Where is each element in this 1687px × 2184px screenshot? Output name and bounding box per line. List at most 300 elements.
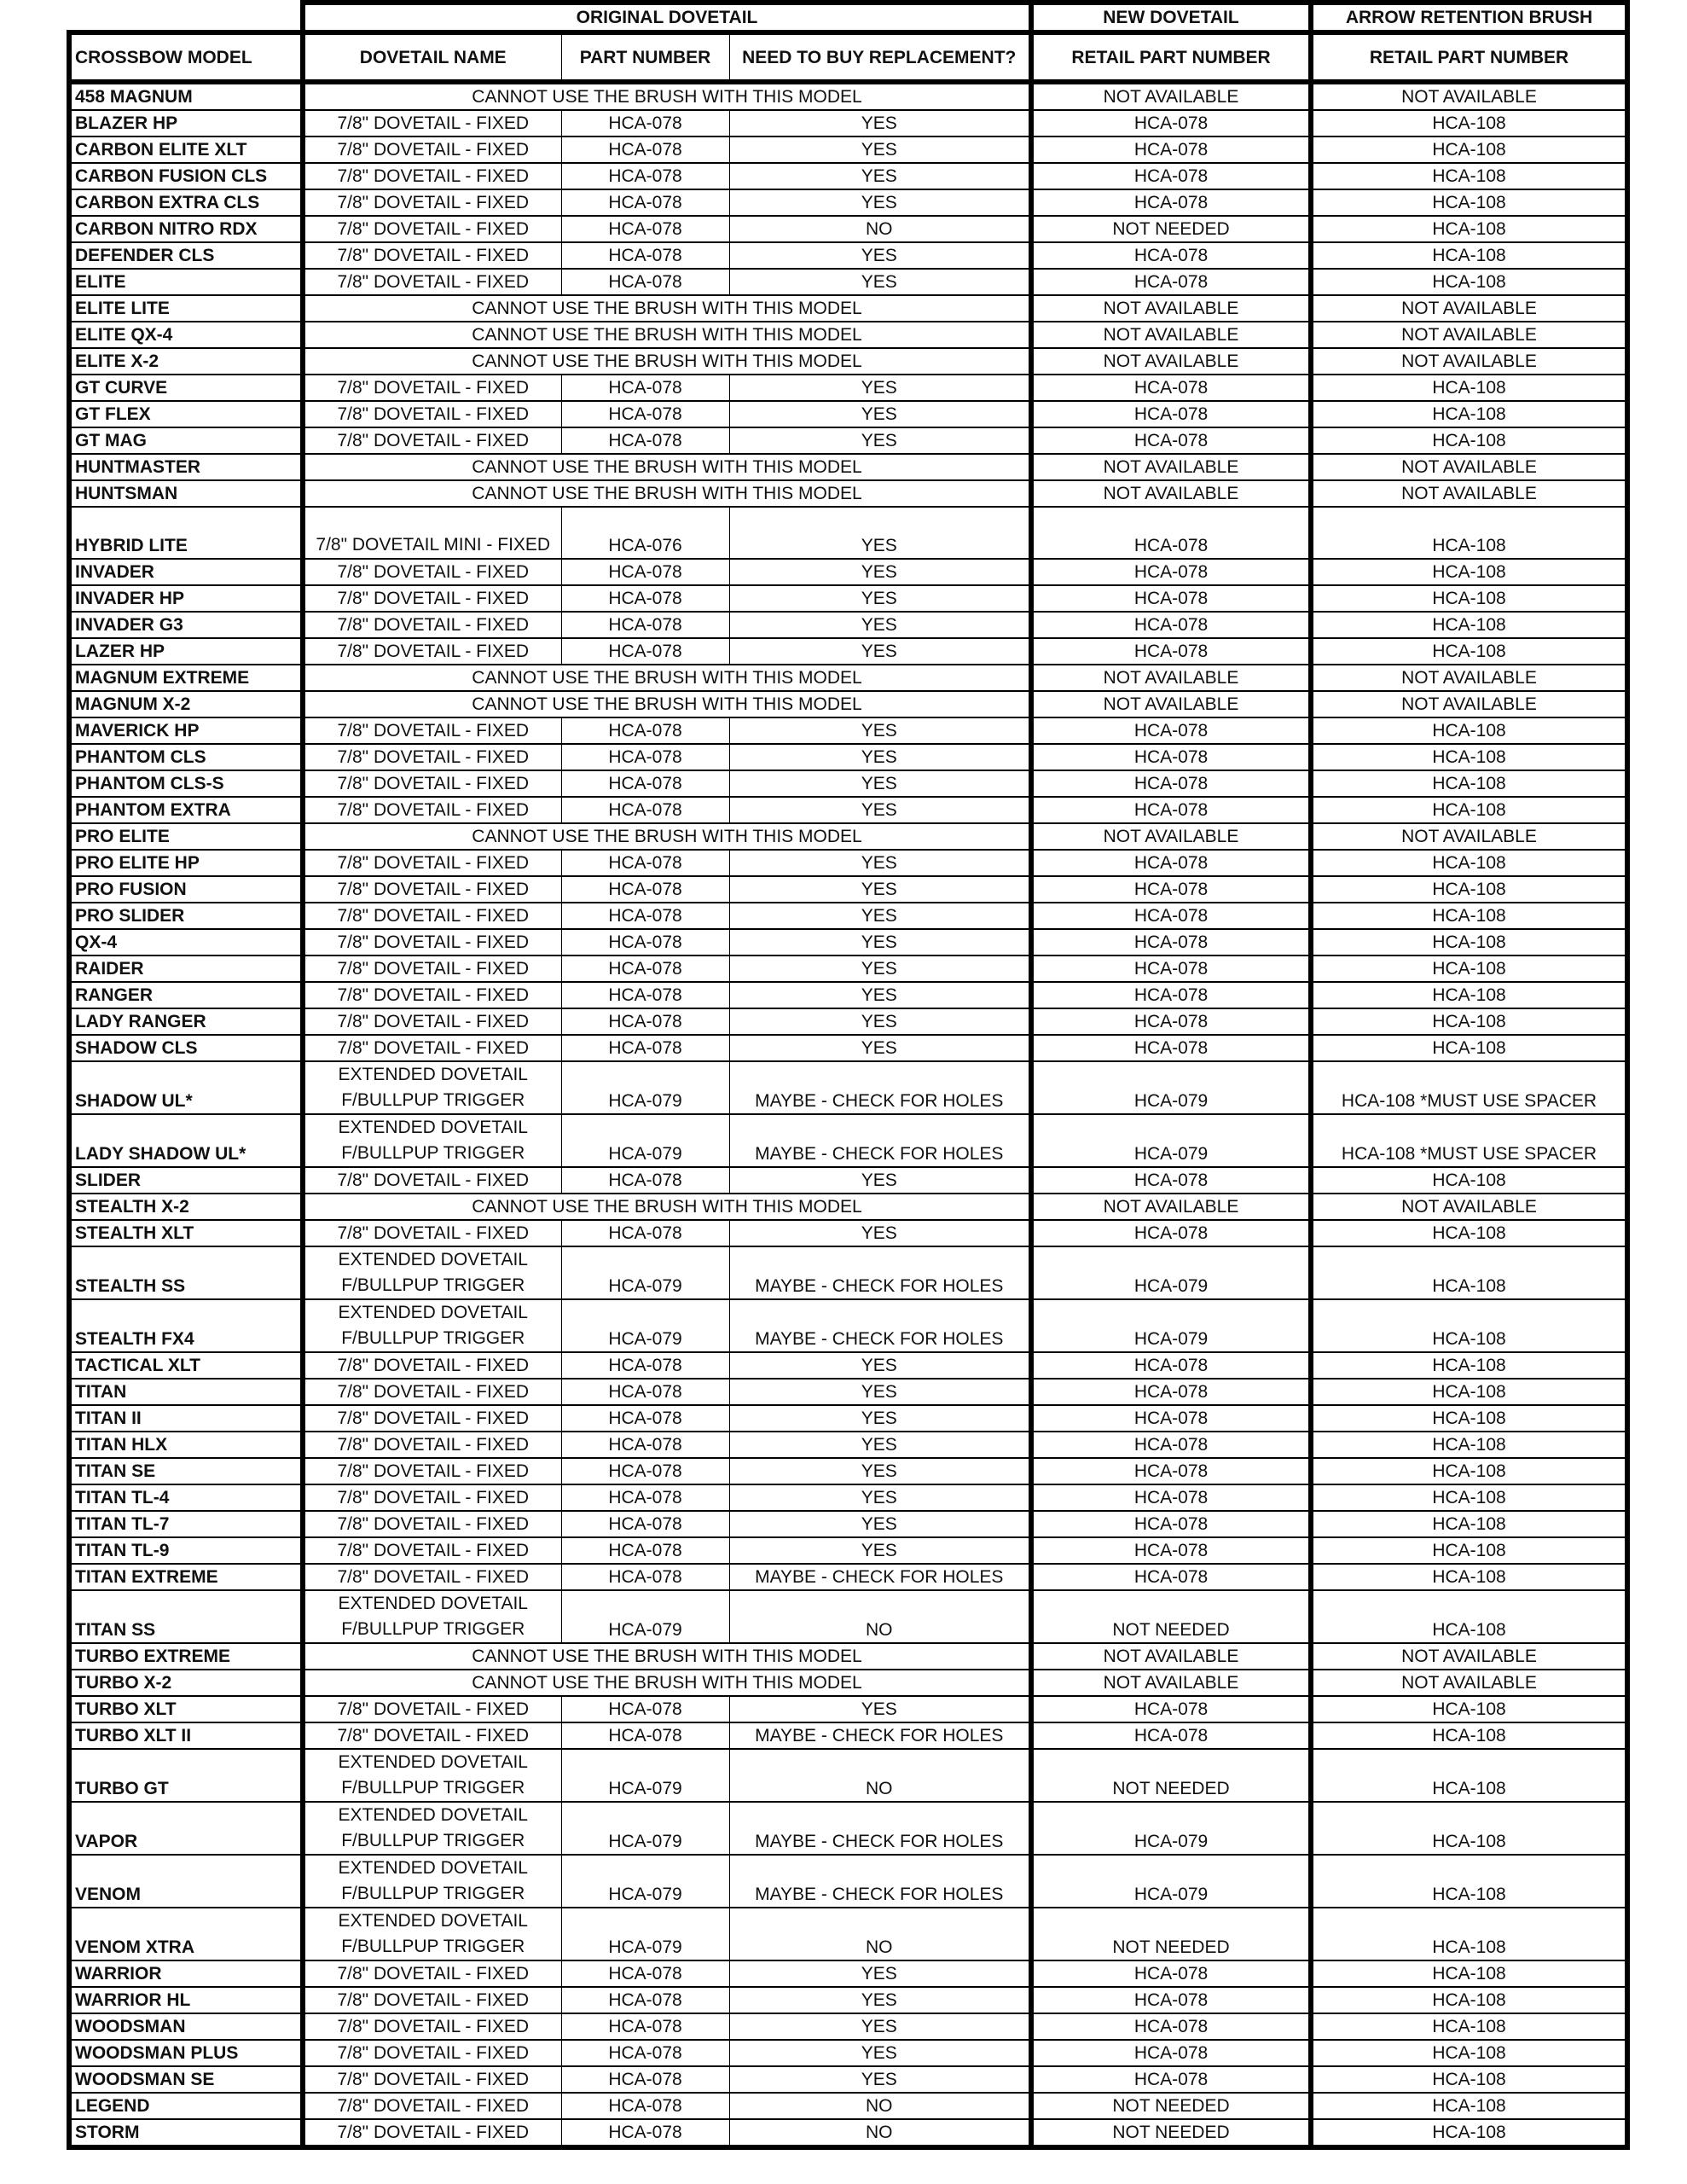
col-header-need-to-buy: NEED TO BUY REPLACEMENT? <box>729 32 1031 82</box>
part-number-cell: HCA-079 <box>561 1114 729 1167</box>
brush-part-cell: HCA-108 <box>1311 1458 1627 1484</box>
col-header-part-number: PART NUMBER <box>561 32 729 82</box>
incompatible-message-cell: CANNOT USE THE BRUSH WITH THIS MODEL <box>303 454 1031 480</box>
crossbow-model-cell: HUNTSMAN <box>69 480 303 507</box>
crossbow-model-cell: SHADOW UL* <box>69 1061 303 1114</box>
col-header-crossbow-model: CROSSBOW MODEL <box>69 32 303 82</box>
col-header-new-retail-part-number: RETAIL PART NUMBER <box>1031 32 1311 82</box>
brush-part-cell: NOT AVAILABLE <box>1311 322 1627 348</box>
dovetail-name-cell <box>303 2013 561 2040</box>
dovetail-name-cell <box>303 559 561 585</box>
crossbow-model-cell: TITAN SS <box>69 1590 303 1643</box>
need-to-buy-cell: YES <box>729 427 1031 454</box>
need-to-buy-cell: YES <box>729 1379 1031 1405</box>
part-number-cell: HCA-078 <box>561 1960 729 1987</box>
need-to-buy-cell: MAYBE - CHECK FOR HOLES <box>729 1061 1031 1114</box>
crossbow-model-cell: PHANTOM CLS <box>69 744 303 770</box>
crossbow-model-cell: INVADER HP <box>69 585 303 612</box>
part-number-cell: HCA-079 <box>561 1908 729 1960</box>
dovetail-name-text: 7/8" DOVETAIL - FIXED <box>337 642 529 661</box>
need-to-buy-cell: YES <box>729 2066 1031 2093</box>
table-row <box>69 2013 1627 2040</box>
part-number-cell: HCA-078 <box>561 110 729 136</box>
crossbow-model-cell: WOODSMAN PLUS <box>69 2040 303 2066</box>
part-number-cell: HCA-078 <box>561 1432 729 1458</box>
crossbow-model-cell: TURBO EXTREME <box>69 1643 303 1670</box>
dovetail-name-cell <box>303 1352 561 1379</box>
brush-part-cell: HCA-108 <box>1311 2093 1627 2119</box>
crossbow-model-cell: CARBON NITRO RDX <box>69 216 303 242</box>
brush-part-cell: HCA-108 <box>1311 717 1627 744</box>
dovetail-name-text: 7/8" DOVETAIL - FIXED <box>337 113 529 133</box>
dovetail-name-text: 7/8" DOVETAIL - FIXED <box>337 880 529 899</box>
need-to-buy-cell: YES <box>729 2040 1031 2066</box>
dovetail-name-cell <box>303 189 561 216</box>
crossbow-model-cell: TITAN II <box>69 1405 303 1432</box>
table-row <box>69 2066 1627 2093</box>
table-row <box>69 903 1627 929</box>
dovetail-name-cell <box>303 110 561 136</box>
crossbow-model-cell: SHADOW CLS <box>69 1035 303 1061</box>
compatibility-sheet <box>67 0 1625 2150</box>
brush-part-cell: HCA-108 <box>1311 1908 1627 1960</box>
table-row <box>69 770 1627 797</box>
new-dovetail-part-cell: NOT AVAILABLE <box>1031 348 1311 375</box>
brush-part-cell: HCA-108 <box>1311 242 1627 269</box>
brush-part-cell: NOT AVAILABLE <box>1311 823 1627 850</box>
dovetail-name-text: 7/8" DOVETAIL - FIXED <box>337 1726 529 1745</box>
dovetail-name-text: 7/8" DOVETAIL - FIXED <box>337 246 529 265</box>
crossbow-model-cell: INVADER G3 <box>69 612 303 638</box>
part-number-cell: HCA-078 <box>561 612 729 638</box>
need-to-buy-cell: NO <box>729 2119 1031 2147</box>
need-to-buy-cell: YES <box>729 850 1031 876</box>
dovetail-name-text: 7/8" DOVETAIL - FIXED <box>337 1409 529 1428</box>
incompatible-message-cell: CANNOT USE THE BRUSH WITH THIS MODEL <box>303 691 1031 717</box>
part-number-cell: HCA-078 <box>561 2119 729 2147</box>
dovetail-name-text: 7/8" DOVETAIL - FIXED <box>337 404 529 424</box>
crossbow-model-cell: GT MAG <box>69 427 303 454</box>
need-to-buy-cell: NO <box>729 216 1031 242</box>
table-row <box>69 876 1627 903</box>
brush-part-cell: HCA-108 <box>1311 1960 1627 1987</box>
part-number-cell: HCA-078 <box>561 1220 729 1246</box>
new-dovetail-part-cell: NOT AVAILABLE <box>1031 823 1311 850</box>
part-number-cell: HCA-078 <box>561 1484 729 1511</box>
dovetail-name-text: 7/8" DOVETAIL - FIXED <box>337 721 529 741</box>
brush-part-cell: HCA-108 <box>1311 1220 1627 1246</box>
new-dovetail-part-cell: HCA-078 <box>1031 1405 1311 1432</box>
incompatible-message-cell: CANNOT USE THE BRUSH WITH THIS MODEL <box>303 1643 1031 1670</box>
new-dovetail-part-cell: HCA-078 <box>1031 1167 1311 1194</box>
crossbow-model-cell: WARRIOR HL <box>69 1987 303 2013</box>
dovetail-name-text: 7/8" DOVETAIL MINI - FIXED <box>316 535 551 555</box>
table-row <box>69 691 1627 717</box>
need-to-buy-cell: YES <box>729 242 1031 269</box>
crossbow-model-cell: TITAN TL-4 <box>69 1484 303 1511</box>
dovetail-name-cell <box>303 744 561 770</box>
group-header-row <box>69 3 1627 32</box>
dovetail-name-text: 7/8" DOVETAIL - FIXED <box>337 985 529 1005</box>
new-dovetail-part-cell: NOT NEEDED <box>1031 2093 1311 2119</box>
part-number-cell: HCA-079 <box>561 1299 729 1352</box>
table-row <box>69 1960 1627 1987</box>
dovetail-name-text: 7/8" DOVETAIL - FIXED <box>337 800 529 820</box>
brush-part-cell: HCA-108 <box>1311 559 1627 585</box>
dovetail-name-text: 7/8" DOVETAIL - FIXED <box>337 2043 529 2063</box>
table-row <box>69 1405 1627 1432</box>
brush-part-cell: HCA-108 <box>1311 1167 1627 1194</box>
incompatible-message-cell: CANNOT USE THE BRUSH WITH THIS MODEL <box>303 82 1031 110</box>
need-to-buy-cell: YES <box>729 559 1031 585</box>
new-dovetail-part-cell: HCA-078 <box>1031 1008 1311 1035</box>
need-to-buy-cell: YES <box>729 1405 1031 1432</box>
new-dovetail-part-cell: HCA-078 <box>1031 269 1311 295</box>
dovetail-name-cell <box>303 1564 561 1590</box>
crossbow-model-cell: CARBON FUSION CLS <box>69 163 303 189</box>
dovetail-name-cell <box>303 1220 561 1246</box>
crossbow-model-cell: HYBRID LITE <box>69 507 303 559</box>
brush-part-cell: HCA-108 <box>1311 744 1627 770</box>
crossbow-model-cell: STORM <box>69 2119 303 2147</box>
new-dovetail-part-cell: NOT AVAILABLE <box>1031 1194 1311 1220</box>
crossbow-model-cell: ELITE <box>69 269 303 295</box>
brush-part-cell: HCA-108 <box>1311 1511 1627 1537</box>
dovetail-name-text: 7/8" DOVETAIL - FIXED <box>337 431 529 450</box>
dovetail-name-text: EXTENDED DOVETAIL F/BULLPUP TRIGGER <box>338 1118 528 1163</box>
part-number-cell: HCA-078 <box>561 216 729 242</box>
brush-part-cell: HCA-108 <box>1311 929 1627 956</box>
new-dovetail-part-cell: HCA-078 <box>1031 612 1311 638</box>
dovetail-name-text: 7/8" DOVETAIL - FIXED <box>337 219 529 239</box>
crossbow-model-cell: STEALTH FX4 <box>69 1299 303 1352</box>
table-row <box>69 744 1627 770</box>
table-row <box>69 82 1627 110</box>
crossbow-model-cell: TITAN SE <box>69 1458 303 1484</box>
brush-part-cell: HCA-108 <box>1311 982 1627 1008</box>
table-row <box>69 1379 1627 1405</box>
brush-part-cell: HCA-108 <box>1311 903 1627 929</box>
table-row <box>69 1008 1627 1035</box>
part-number-cell: HCA-078 <box>561 2013 729 2040</box>
need-to-buy-cell: NO <box>729 1590 1031 1643</box>
part-number-cell: HCA-078 <box>561 1987 729 2013</box>
part-number-cell: HCA-079 <box>561 1246 729 1299</box>
dovetail-name-cell <box>303 2066 561 2093</box>
brush-part-cell: HCA-108 <box>1311 427 1627 454</box>
new-dovetail-part-cell: HCA-078 <box>1031 1220 1311 1246</box>
dovetail-name-cell <box>303 2040 561 2066</box>
part-number-cell: HCA-078 <box>561 797 729 823</box>
need-to-buy-cell: YES <box>729 507 1031 559</box>
need-to-buy-cell: YES <box>729 1008 1031 1035</box>
brush-part-cell: HCA-108 <box>1311 2119 1627 2147</box>
new-dovetail-part-cell: HCA-078 <box>1031 559 1311 585</box>
brush-part-cell: HCA-108 <box>1311 1352 1627 1379</box>
dovetail-name-text: 7/8" DOVETAIL - FIXED <box>337 932 529 952</box>
new-dovetail-part-cell: NOT AVAILABLE <box>1031 82 1311 110</box>
dovetail-name-text: 7/8" DOVETAIL - FIXED <box>337 1223 529 1243</box>
dovetail-name-text: 7/8" DOVETAIL - FIXED <box>337 1435 529 1455</box>
dovetail-name-cell <box>303 136 561 163</box>
dovetail-name-text: 7/8" DOVETAIL - FIXED <box>337 1541 529 1560</box>
new-dovetail-part-cell: HCA-078 <box>1031 2066 1311 2093</box>
dovetail-name-text: 7/8" DOVETAIL - FIXED <box>337 1461 529 1481</box>
new-dovetail-part-cell: HCA-078 <box>1031 1458 1311 1484</box>
new-dovetail-part-cell: HCA-079 <box>1031 1855 1311 1908</box>
crossbow-model-cell: CARBON EXTRA CLS <box>69 189 303 216</box>
dovetail-name-cell <box>303 1061 561 1114</box>
incompatible-message-cell: CANNOT USE THE BRUSH WITH THIS MODEL <box>303 295 1031 322</box>
brush-part-cell: HCA-108 <box>1311 956 1627 982</box>
new-dovetail-part-cell: HCA-078 <box>1031 1432 1311 1458</box>
crossbow-model-cell: WOODSMAN <box>69 2013 303 2040</box>
dovetail-name-text: 7/8" DOVETAIL - FIXED <box>337 272 529 292</box>
new-dovetail-part-cell: HCA-078 <box>1031 1352 1311 1379</box>
dovetail-name-text: 7/8" DOVETAIL - FIXED <box>337 1964 529 1984</box>
table-row <box>69 1035 1627 1061</box>
brush-part-cell: NOT AVAILABLE <box>1311 82 1627 110</box>
need-to-buy-cell: YES <box>729 1167 1031 1194</box>
dovetail-name-cell <box>303 929 561 956</box>
table-row <box>69 1299 1627 1352</box>
part-number-cell: HCA-079 <box>561 1590 729 1643</box>
new-dovetail-part-cell: HCA-078 <box>1031 401 1311 427</box>
dovetail-name-text: 7/8" DOVETAIL - FIXED <box>337 1990 529 2010</box>
table-row <box>69 480 1627 507</box>
crossbow-model-cell: QX-4 <box>69 929 303 956</box>
brush-part-cell: HCA-108 <box>1311 876 1627 903</box>
part-number-cell: HCA-079 <box>561 1855 729 1908</box>
crossbow-model-cell: PHANTOM CLS-S <box>69 770 303 797</box>
need-to-buy-cell: YES <box>729 1432 1031 1458</box>
part-number-cell: HCA-078 <box>561 1405 729 1432</box>
table-row <box>69 559 1627 585</box>
table-row <box>69 1564 1627 1590</box>
need-to-buy-cell: NO <box>729 2093 1031 2119</box>
need-to-buy-cell: YES <box>729 638 1031 665</box>
table-row <box>69 850 1627 876</box>
need-to-buy-cell: YES <box>729 1987 1031 2013</box>
dovetail-name-text: EXTENDED DOVETAIL F/BULLPUP TRIGGER <box>338 1065 528 1110</box>
part-number-cell: HCA-079 <box>561 1802 729 1855</box>
part-number-cell: HCA-078 <box>561 585 729 612</box>
brush-part-cell: HCA-108 <box>1311 1405 1627 1432</box>
new-dovetail-part-cell: HCA-078 <box>1031 136 1311 163</box>
table-row <box>69 2093 1627 2119</box>
brush-part-cell: HCA-108 <box>1311 1035 1627 1061</box>
table-row <box>69 2040 1627 2066</box>
crossbow-model-cell: TACTICAL XLT <box>69 1352 303 1379</box>
need-to-buy-cell: NO <box>729 1749 1031 1802</box>
part-number-cell: HCA-078 <box>561 1008 729 1035</box>
brush-part-cell: HCA-108 <box>1311 850 1627 876</box>
brush-part-cell: HCA-108 <box>1311 110 1627 136</box>
new-dovetail-part-cell: HCA-078 <box>1031 744 1311 770</box>
brush-part-cell: HCA-108 <box>1311 1299 1627 1352</box>
table-row <box>69 585 1627 612</box>
part-number-cell: HCA-078 <box>561 2066 729 2093</box>
part-number-cell: HCA-079 <box>561 1061 729 1114</box>
table-body <box>69 82 1627 2147</box>
incompatible-message-cell: CANNOT USE THE BRUSH WITH THIS MODEL <box>303 322 1031 348</box>
need-to-buy-cell: YES <box>729 2013 1031 2040</box>
dovetail-name-text: EXTENDED DOVETAIL F/BULLPUP TRIGGER <box>338 1594 528 1639</box>
part-number-cell: HCA-078 <box>561 2093 729 2119</box>
table-row <box>69 454 1627 480</box>
brush-part-cell: NOT AVAILABLE <box>1311 454 1627 480</box>
dovetail-name-cell <box>303 1908 561 1960</box>
dovetail-name-text: EXTENDED DOVETAIL F/BULLPUP TRIGGER <box>338 1805 528 1850</box>
dovetail-name-cell <box>303 1855 561 1908</box>
table-row <box>69 427 1627 454</box>
brush-part-cell: NOT AVAILABLE <box>1311 348 1627 375</box>
brush-part-cell: HCA-108 <box>1311 1537 1627 1564</box>
crossbow-model-cell: TURBO XLT <box>69 1696 303 1722</box>
brush-part-cell: HCA-108 <box>1311 1749 1627 1802</box>
crossbow-model-cell: STEALTH SS <box>69 1246 303 1299</box>
table-row <box>69 612 1627 638</box>
dovetail-name-cell <box>303 216 561 242</box>
dovetail-name-text: 7/8" DOVETAIL - FIXED <box>337 1170 529 1190</box>
crossbow-model-cell: WARRIOR <box>69 1960 303 1987</box>
brush-part-cell: HCA-108 <box>1311 189 1627 216</box>
dovetail-name-cell <box>303 638 561 665</box>
crossbow-model-cell: VENOM XTRA <box>69 1908 303 1960</box>
column-header-row <box>69 32 1627 82</box>
table-row <box>69 1511 1627 1537</box>
part-number-cell: HCA-078 <box>561 1352 729 1379</box>
incompatible-message-cell: CANNOT USE THE BRUSH WITH THIS MODEL <box>303 1194 1031 1220</box>
new-dovetail-part-cell: HCA-078 <box>1031 1987 1311 2013</box>
crossbow-model-cell: RANGER <box>69 982 303 1008</box>
incompatible-message-cell: CANNOT USE THE BRUSH WITH THIS MODEL <box>303 348 1031 375</box>
crossbow-model-cell: STEALTH XLT <box>69 1220 303 1246</box>
dovetail-name-text: 7/8" DOVETAIL - FIXED <box>337 2123 529 2142</box>
group-original-dovetail: ORIGINAL DOVETAIL <box>303 3 1031 32</box>
crossbow-model-cell: DEFENDER CLS <box>69 242 303 269</box>
part-number-cell: HCA-078 <box>561 638 729 665</box>
need-to-buy-cell: MAYBE - CHECK FOR HOLES <box>729 1722 1031 1749</box>
brush-part-cell: HCA-108 <box>1311 1564 1627 1590</box>
table-row <box>69 322 1627 348</box>
need-to-buy-cell: YES <box>729 717 1031 744</box>
part-number-cell: HCA-078 <box>561 136 729 163</box>
table-row <box>69 163 1627 189</box>
crossbow-model-cell: TITAN <box>69 1379 303 1405</box>
crossbow-model-cell: TITAN TL-7 <box>69 1511 303 1537</box>
new-dovetail-part-cell: HCA-079 <box>1031 1061 1311 1114</box>
need-to-buy-cell: YES <box>729 136 1031 163</box>
brush-part-cell: NOT AVAILABLE <box>1311 1670 1627 1696</box>
table-row <box>69 1987 1627 2013</box>
brush-part-cell: NOT AVAILABLE <box>1311 1643 1627 1670</box>
dovetail-name-text: EXTENDED DOVETAIL F/BULLPUP TRIGGER <box>338 1250 528 1295</box>
crossbow-model-cell: LEGEND <box>69 2093 303 2119</box>
table-row <box>69 1643 1627 1670</box>
incompatible-message-cell: CANNOT USE THE BRUSH WITH THIS MODEL <box>303 480 1031 507</box>
need-to-buy-cell: YES <box>729 1696 1031 1722</box>
crossbow-model-cell: TURBO XLT II <box>69 1722 303 1749</box>
table-row <box>69 1458 1627 1484</box>
crossbow-model-cell: BLAZER HP <box>69 110 303 136</box>
part-number-cell: HCA-078 <box>561 1511 729 1537</box>
dovetail-name-text: 7/8" DOVETAIL - FIXED <box>337 1038 529 1058</box>
part-number-cell: HCA-078 <box>561 929 729 956</box>
new-dovetail-part-cell: HCA-079 <box>1031 1246 1311 1299</box>
table-row <box>69 1537 1627 1564</box>
need-to-buy-cell: MAYBE - CHECK FOR HOLES <box>729 1246 1031 1299</box>
table-row <box>69 136 1627 163</box>
dovetail-name-cell <box>303 375 561 401</box>
brush-part-cell: HCA-108 <box>1311 216 1627 242</box>
new-dovetail-part-cell: HCA-078 <box>1031 110 1311 136</box>
brush-part-cell: HCA-108 <box>1311 163 1627 189</box>
brush-part-cell: HCA-108 <box>1311 2013 1627 2040</box>
new-dovetail-part-cell: HCA-078 <box>1031 1035 1311 1061</box>
table-row <box>69 216 1627 242</box>
dovetail-name-text: 7/8" DOVETAIL - FIXED <box>337 1514 529 1534</box>
table-row <box>69 1749 1627 1802</box>
dovetail-name-text: 7/8" DOVETAIL - FIXED <box>337 615 529 635</box>
crossbow-model-cell: GT CURVE <box>69 375 303 401</box>
need-to-buy-cell: YES <box>729 1960 1031 1987</box>
need-to-buy-cell: YES <box>729 1537 1031 1564</box>
need-to-buy-cell: YES <box>729 982 1031 1008</box>
part-number-cell: HCA-078 <box>561 1167 729 1194</box>
table-row <box>69 1696 1627 1722</box>
need-to-buy-cell: YES <box>729 903 1031 929</box>
dovetail-name-text: 7/8" DOVETAIL - FIXED <box>337 1356 529 1375</box>
table-row <box>69 295 1627 322</box>
brush-part-cell: HCA-108 <box>1311 1008 1627 1035</box>
incompatible-message-cell: CANNOT USE THE BRUSH WITH THIS MODEL <box>303 1670 1031 1696</box>
dovetail-name-cell <box>303 1432 561 1458</box>
dovetail-name-cell <box>303 401 561 427</box>
new-dovetail-part-cell: HCA-078 <box>1031 1511 1311 1537</box>
part-number-cell: HCA-078 <box>561 744 729 770</box>
crossbow-model-cell: TITAN TL-9 <box>69 1537 303 1564</box>
crossbow-model-cell: SLIDER <box>69 1167 303 1194</box>
dovetail-name-cell <box>303 163 561 189</box>
brush-part-cell: HCA-108 <box>1311 612 1627 638</box>
new-dovetail-part-cell: NOT AVAILABLE <box>1031 665 1311 691</box>
crossbow-model-cell: ELITE QX-4 <box>69 322 303 348</box>
dovetail-name-cell <box>303 427 561 454</box>
new-dovetail-part-cell: NOT NEEDED <box>1031 1749 1311 1802</box>
dovetail-name-cell <box>303 1035 561 1061</box>
need-to-buy-cell: MAYBE - CHECK FOR HOLES <box>729 1114 1031 1167</box>
crossbow-model-cell: MAGNUM EXTREME <box>69 665 303 691</box>
part-number-cell: HCA-078 <box>561 163 729 189</box>
new-dovetail-part-cell: NOT AVAILABLE <box>1031 322 1311 348</box>
part-number-cell: HCA-078 <box>561 1458 729 1484</box>
new-dovetail-part-cell: HCA-078 <box>1031 1696 1311 1722</box>
dovetail-name-cell <box>303 1537 561 1564</box>
dovetail-name-text: 7/8" DOVETAIL - FIXED <box>337 906 529 926</box>
new-dovetail-part-cell: HCA-078 <box>1031 770 1311 797</box>
part-number-cell: HCA-078 <box>561 427 729 454</box>
crossbow-model-cell: WOODSMAN SE <box>69 2066 303 2093</box>
new-dovetail-part-cell: NOT AVAILABLE <box>1031 454 1311 480</box>
brush-part-cell: HCA-108 <box>1311 1379 1627 1405</box>
crossbow-model-cell: PRO ELITE <box>69 823 303 850</box>
dovetail-name-cell <box>303 507 561 559</box>
new-dovetail-part-cell: HCA-078 <box>1031 585 1311 612</box>
dovetail-name-cell <box>303 1008 561 1035</box>
brush-part-cell: HCA-108 <box>1311 1987 1627 2013</box>
part-number-cell: HCA-078 <box>561 1696 729 1722</box>
